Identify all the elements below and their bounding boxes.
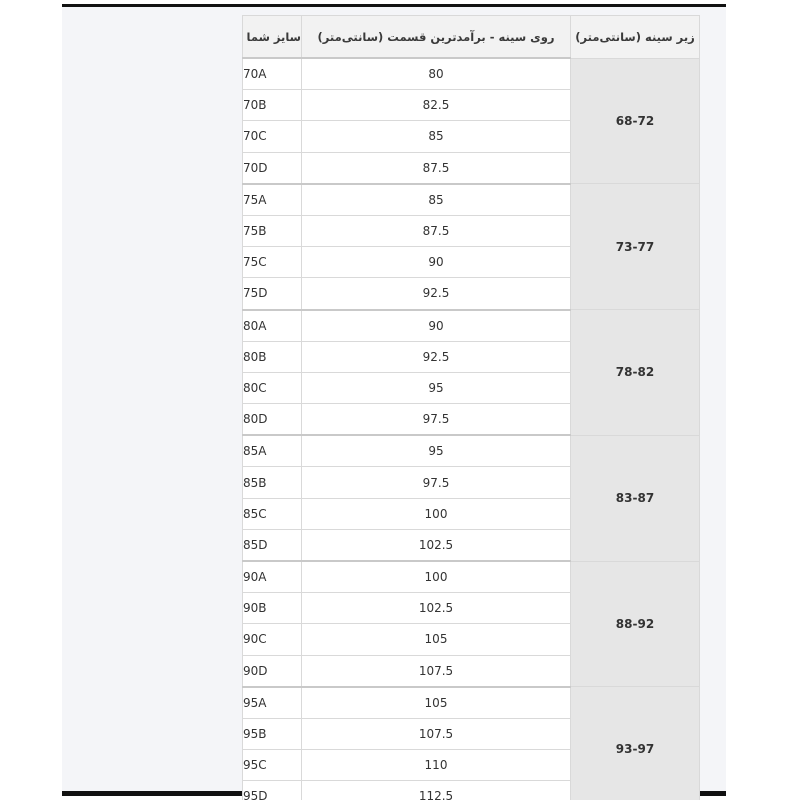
over-bust-value: 105	[302, 624, 571, 655]
size-label: 70A	[243, 58, 302, 90]
over-bust-value: 90	[302, 247, 571, 278]
table-row	[243, 58, 700, 90]
size-label: 85D	[243, 529, 302, 561]
over-bust-value: 95	[302, 435, 571, 467]
over-bust-value: 92.5	[302, 341, 571, 372]
size-label: 70C	[243, 121, 302, 152]
over-bust-value: 87.5	[302, 215, 571, 246]
size-label: 95B	[243, 718, 302, 749]
under-bust-range: 73-77	[571, 184, 700, 310]
header-size: سایز شما	[243, 16, 302, 59]
over-bust-value: 107.5	[302, 718, 571, 749]
table-row	[243, 310, 700, 342]
bra-size-table	[242, 15, 700, 800]
size-label: 90B	[243, 593, 302, 624]
over-bust-value: 90	[302, 310, 571, 342]
size-label: 90C	[243, 624, 302, 655]
over-bust-value: 100	[302, 561, 571, 593]
size-label: 90D	[243, 655, 302, 687]
under-bust-range: 93-97	[571, 687, 700, 800]
table-row	[243, 561, 700, 593]
over-bust-value: 85	[302, 184, 571, 216]
size-label: 75A	[243, 184, 302, 216]
table-row	[243, 184, 700, 216]
size-label: 90A	[243, 561, 302, 593]
under-bust-range: 78-82	[571, 310, 700, 436]
over-bust-value: 85	[302, 121, 571, 152]
size-label: 70D	[243, 152, 302, 184]
size-label: 95A	[243, 687, 302, 719]
under-bust-range: 68-72	[571, 58, 700, 184]
header-under-bust: زیر سینه (سانتی‌متر)	[571, 16, 700, 59]
over-bust-value: 97.5	[302, 467, 571, 498]
under-bust-range: 88-92	[571, 561, 700, 687]
over-bust-value: 87.5	[302, 152, 571, 184]
size-label: 75C	[243, 247, 302, 278]
over-bust-value: 100	[302, 498, 571, 529]
size-label: 95D	[243, 781, 302, 800]
size-label: 75B	[243, 215, 302, 246]
size-label: 80D	[243, 404, 302, 436]
size-label: 85C	[243, 498, 302, 529]
over-bust-value: 82.5	[302, 90, 571, 121]
table-row	[243, 687, 700, 719]
size-label: 70B	[243, 90, 302, 121]
over-bust-value: 80	[302, 58, 571, 90]
table-body	[243, 58, 700, 800]
size-label: 85A	[243, 435, 302, 467]
over-bust-value: 110	[302, 750, 571, 781]
size-label: 95C	[243, 750, 302, 781]
over-bust-value: 92.5	[302, 278, 571, 310]
over-bust-value: 107.5	[302, 655, 571, 687]
over-bust-value: 95	[302, 372, 571, 403]
table-header-row	[243, 16, 700, 59]
over-bust-value: 102.5	[302, 593, 571, 624]
size-label: 80C	[243, 372, 302, 403]
header-over-bust: روی سینه - برآمدترین قسمت (سانتی‌متر)	[302, 16, 571, 59]
over-bust-value: 97.5	[302, 404, 571, 436]
size-label: 85B	[243, 467, 302, 498]
table-row	[243, 435, 700, 467]
size-label: 80B	[243, 341, 302, 372]
over-bust-value: 112.5	[302, 781, 571, 800]
content-frame	[62, 4, 726, 800]
under-bust-range: 83-87	[571, 435, 700, 561]
over-bust-value: 102.5	[302, 529, 571, 561]
size-label: 80A	[243, 310, 302, 342]
size-label: 75D	[243, 278, 302, 310]
over-bust-value: 105	[302, 687, 571, 719]
